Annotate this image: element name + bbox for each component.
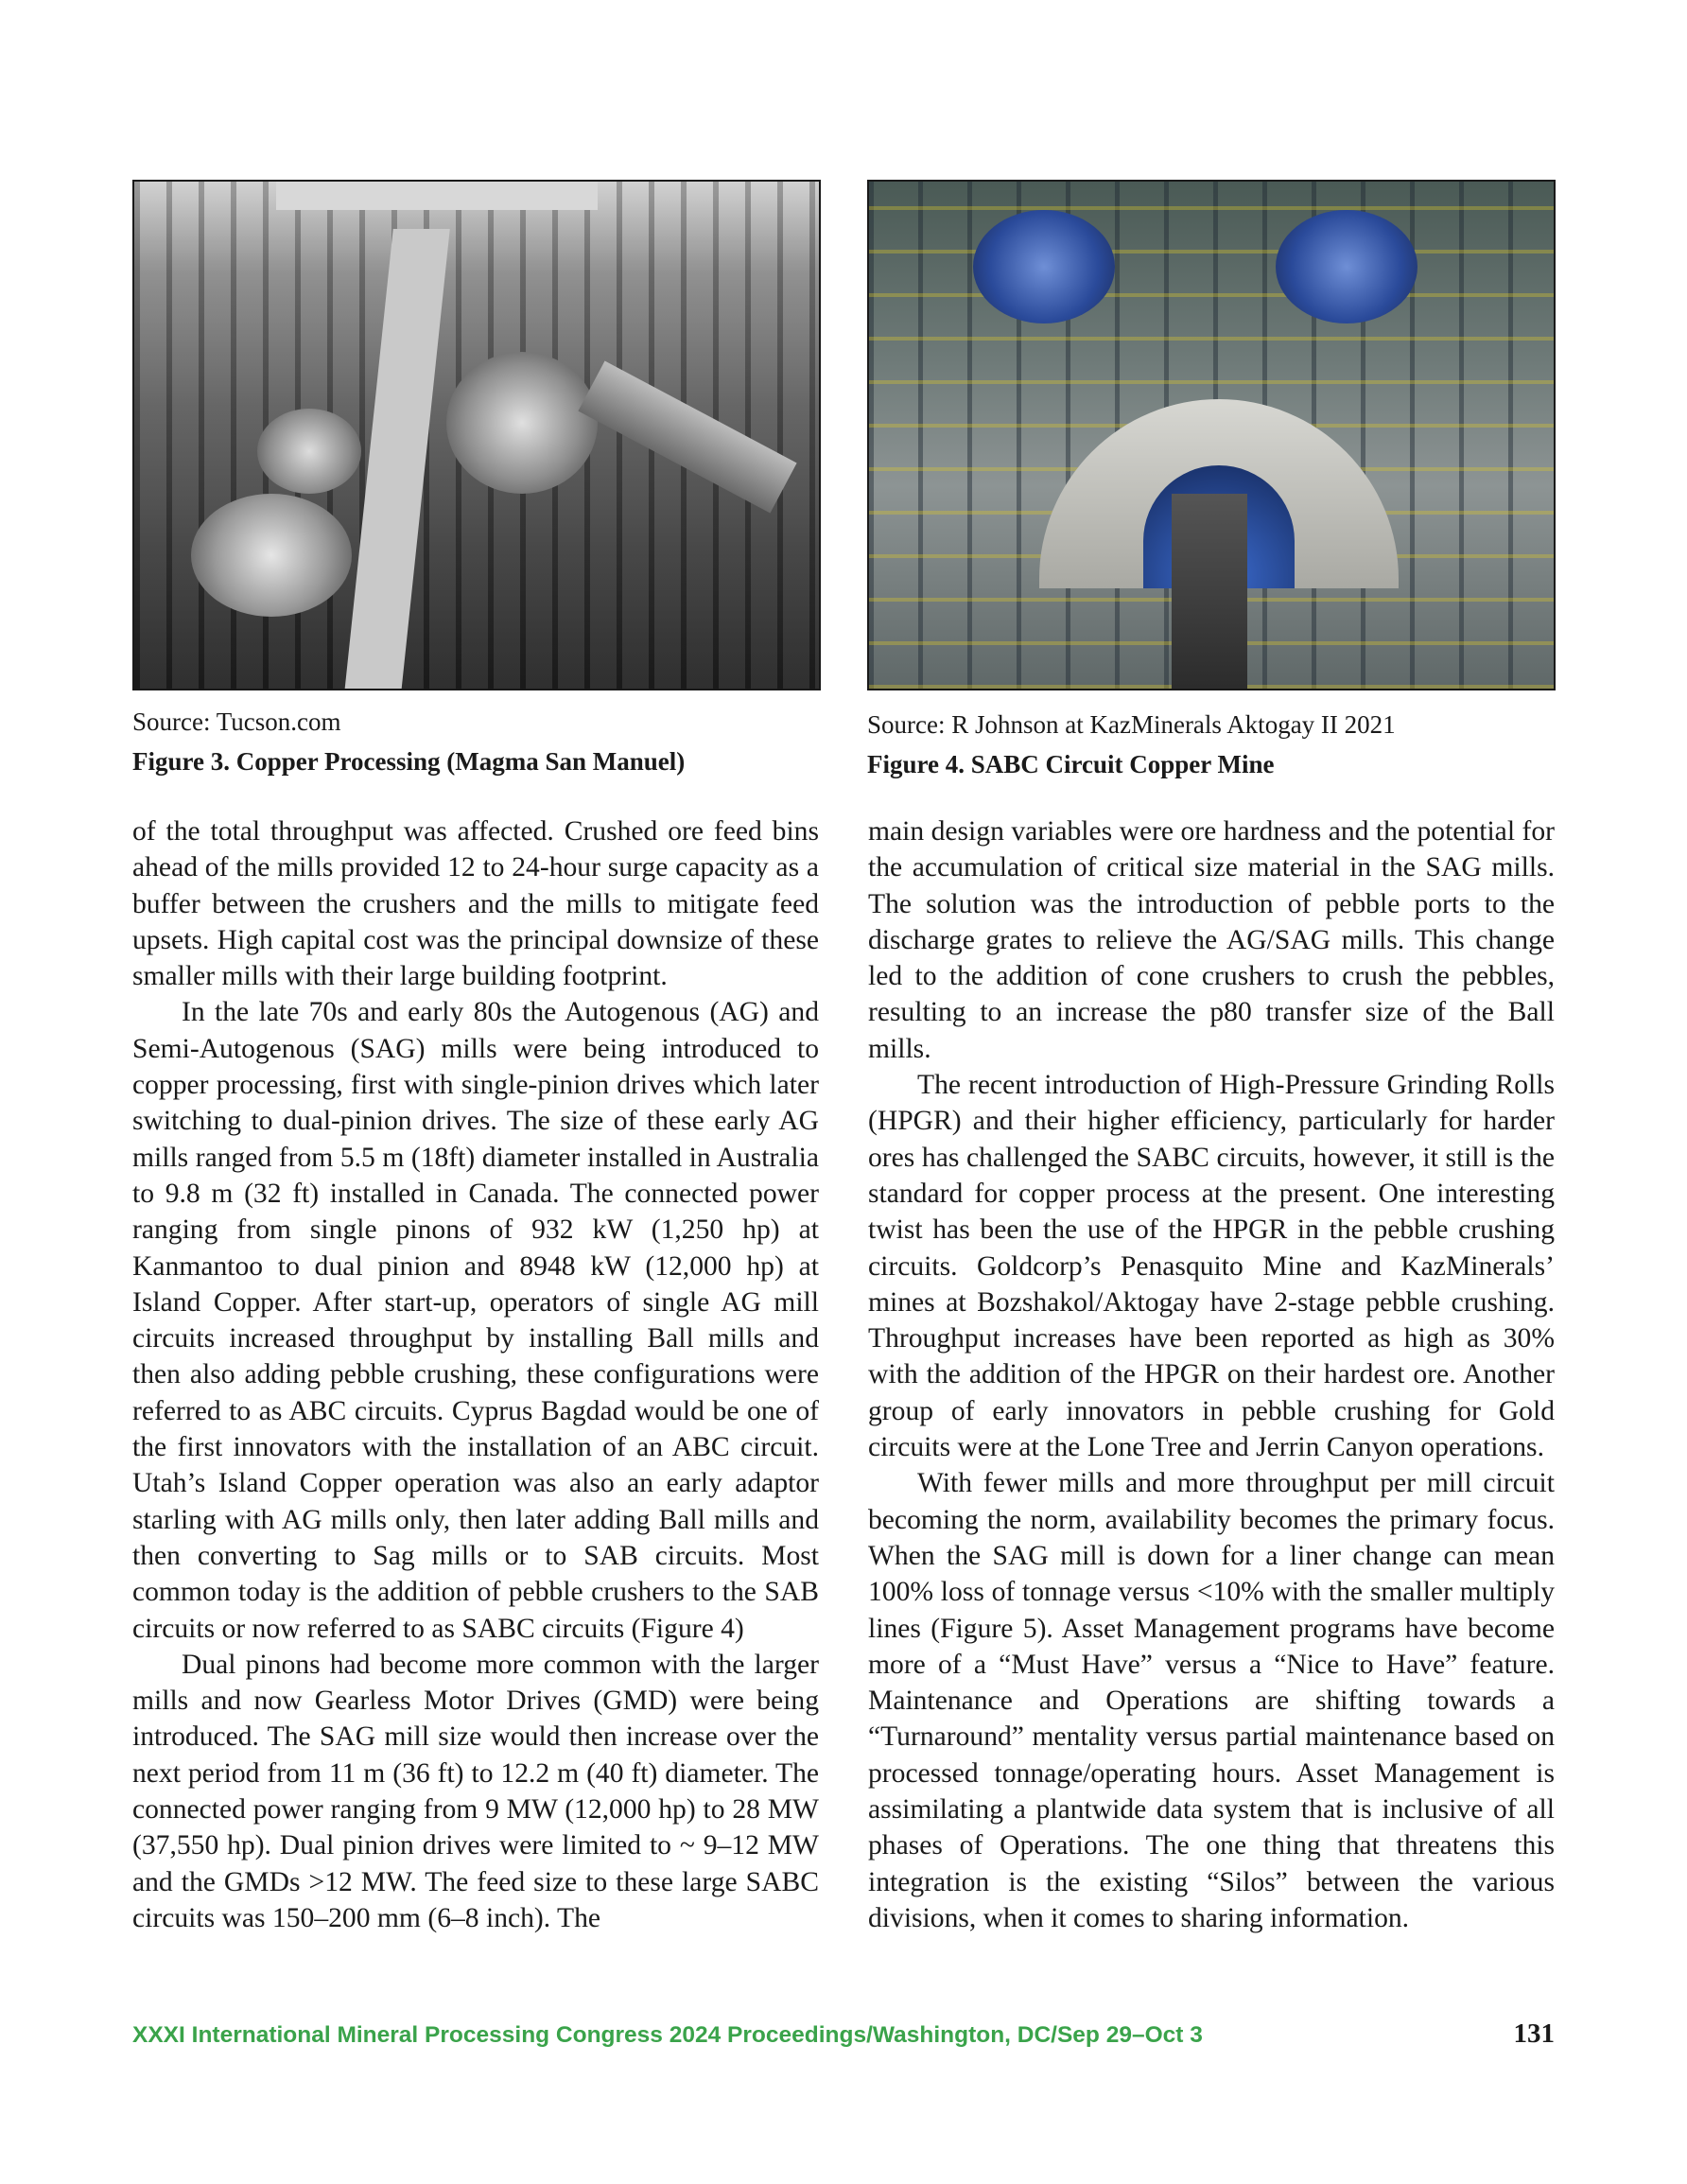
- sag-mill-shape: [1276, 210, 1417, 323]
- walkway-shape: [344, 229, 450, 690]
- paragraph: The recent introduction of High-Pressure Grinding Rolls (HPGR) and their higher efficiency, particularly for harder ores has challenged the SABC circuits, however, it still is the standard for copper process at the present. One interesting twist has been the use of the HPGR in the pebble crushing circuits. Goldcorp’s Penasquito Mine and KazMinerals’ mines at Bozshakol/Aktogay have 2-stage pebble crushing. Throughput increases have been reported as high as 30% with the addition of the HPGR on their hardest ore. Another group of early innovators in pebble crushing for Gold circuits were at the Lone Tree and Jerrin Canyon operations.: [868, 1070, 1555, 1463]
- mill-drum-shape: [257, 409, 361, 494]
- footer-conference-title: XXXI International Mineral Processing Congress 2024 Proceedings/Washington, DC/Sep 29–Oct 3: [132, 2022, 1203, 2048]
- figure-3-caption: Figure 3. Copper Processing (Magma San Manuel): [132, 747, 686, 776]
- paragraph: main design variables were ore hardness and the potential for the accumulation of critical size material in the SAG mills. The solution was the introduction of pebble ports to the discharge grates to relieve the AG/SAG mills. This change led to the addition of cone crushers to crush the pebbles, resulting to an increase the p80 transfer size of the Ball mills.: [868, 816, 1555, 1064]
- paragraph: With fewer mills and more throughput per mill circuit becoming the norm, availability becomes the primary focus. When the SAG mill is down for a liner change can mean 100% loss of tonnage versus <10% with the smaller multiply lines (Figure 5). Asset Management programs have become more of a “Must Have” versus a “Nice to Have” feature. Maintenance and Operations are shifting towards a “Turnaround” mentality versus partial maintenance based on processed tonnage/operating hours. Asset Management is assimilating a plantwide data system that is inclusive of all phases of Operations. The one thing that threatens this integration is the existing “Silos” between the various divisions, when it comes to sharing information.: [868, 1468, 1555, 1933]
- body-column-right: [868, 813, 1555, 1936]
- figure-4-photo: [867, 180, 1556, 690]
- mill-drum-shape: [191, 494, 352, 617]
- paragraph: Dual pinons had become more common with the larger mills and now Gearless Motor Drives (GMD) were being introduced. The SAG mill size would then increase over the next period from 11 m (36 ft) to 12.2 m (40 ft) diameter. The connected power ranging from 9 MW (12,000 hp) to 28 MW (37,550 hp). Dual pinion drives were limited to ~ 9–12 MW and the GMDs >12 MW. The feed size to these large SABC circuits was 150–200 mm (6–8 inch). The: [132, 1649, 819, 1933]
- page-footer: [132, 2018, 1555, 2060]
- paragraph: of the total throughput was affected. Crushed ore feed bins ahead of the mills provided 12 to 24-hour surge capacity as a buffer between the crushers and the mills to mitigate feed upsets. High capital cost was the principal downsize of these smaller mills with their large building footprint.: [132, 816, 819, 992]
- paragraph: In the late 70s and early 80s the Autogenous (AG) and Semi-Autogenous (SAG) mills were being introduced to copper processing, first with single-pinion drives which later switching to dual-pinion drives. The size of these early AG mills ranged from 5.5 m (18ft) diameter installed in Australia to 9.8 m (32 ft) installed in Canada. The connected power ranging from single pinons of 932 kW (1,250 hp) at Kanmantoo to dual pinion and 8948 kW (12,000 hp) at Island Copper. After start-up, operators of single AG mill circuits increased throughput by installing Ball mills and then also adding pebble crushing, these configurations were referred to as ABC circuits. Cyprus Bagdad would be one of the first innovators with the installation of an ABC circuit. Utah’s Island Copper operation was also an early adaptor starling with AG mills only, then later adding Ball mills and then converting to Sag mills or to SAB circuits. Most common today is the addition of pebble crushers to the SAB circuits or now referred to as SABC circuits (Figure 4): [132, 997, 819, 1644]
- figure-4: [867, 180, 1556, 778]
- figure-3-photo: [132, 180, 821, 690]
- figure-3: [132, 180, 821, 776]
- conveyor-shape: [1172, 494, 1247, 690]
- sag-mill-shape: [973, 210, 1115, 323]
- page-number: 131: [1513, 2018, 1555, 2049]
- figure-4-source: Source: R Johnson at KazMinerals Aktogay II 2021: [867, 710, 1396, 739]
- figure-4-caption: Figure 4. SABC Circuit Copper Mine: [867, 750, 1275, 778]
- body-column-left: [132, 813, 819, 1936]
- mill-drum-shape: [446, 352, 598, 494]
- figure-3-source: Source: Tucson.com: [132, 708, 341, 736]
- pipe-shape: [578, 361, 796, 514]
- roof-crane-shape: [276, 182, 598, 210]
